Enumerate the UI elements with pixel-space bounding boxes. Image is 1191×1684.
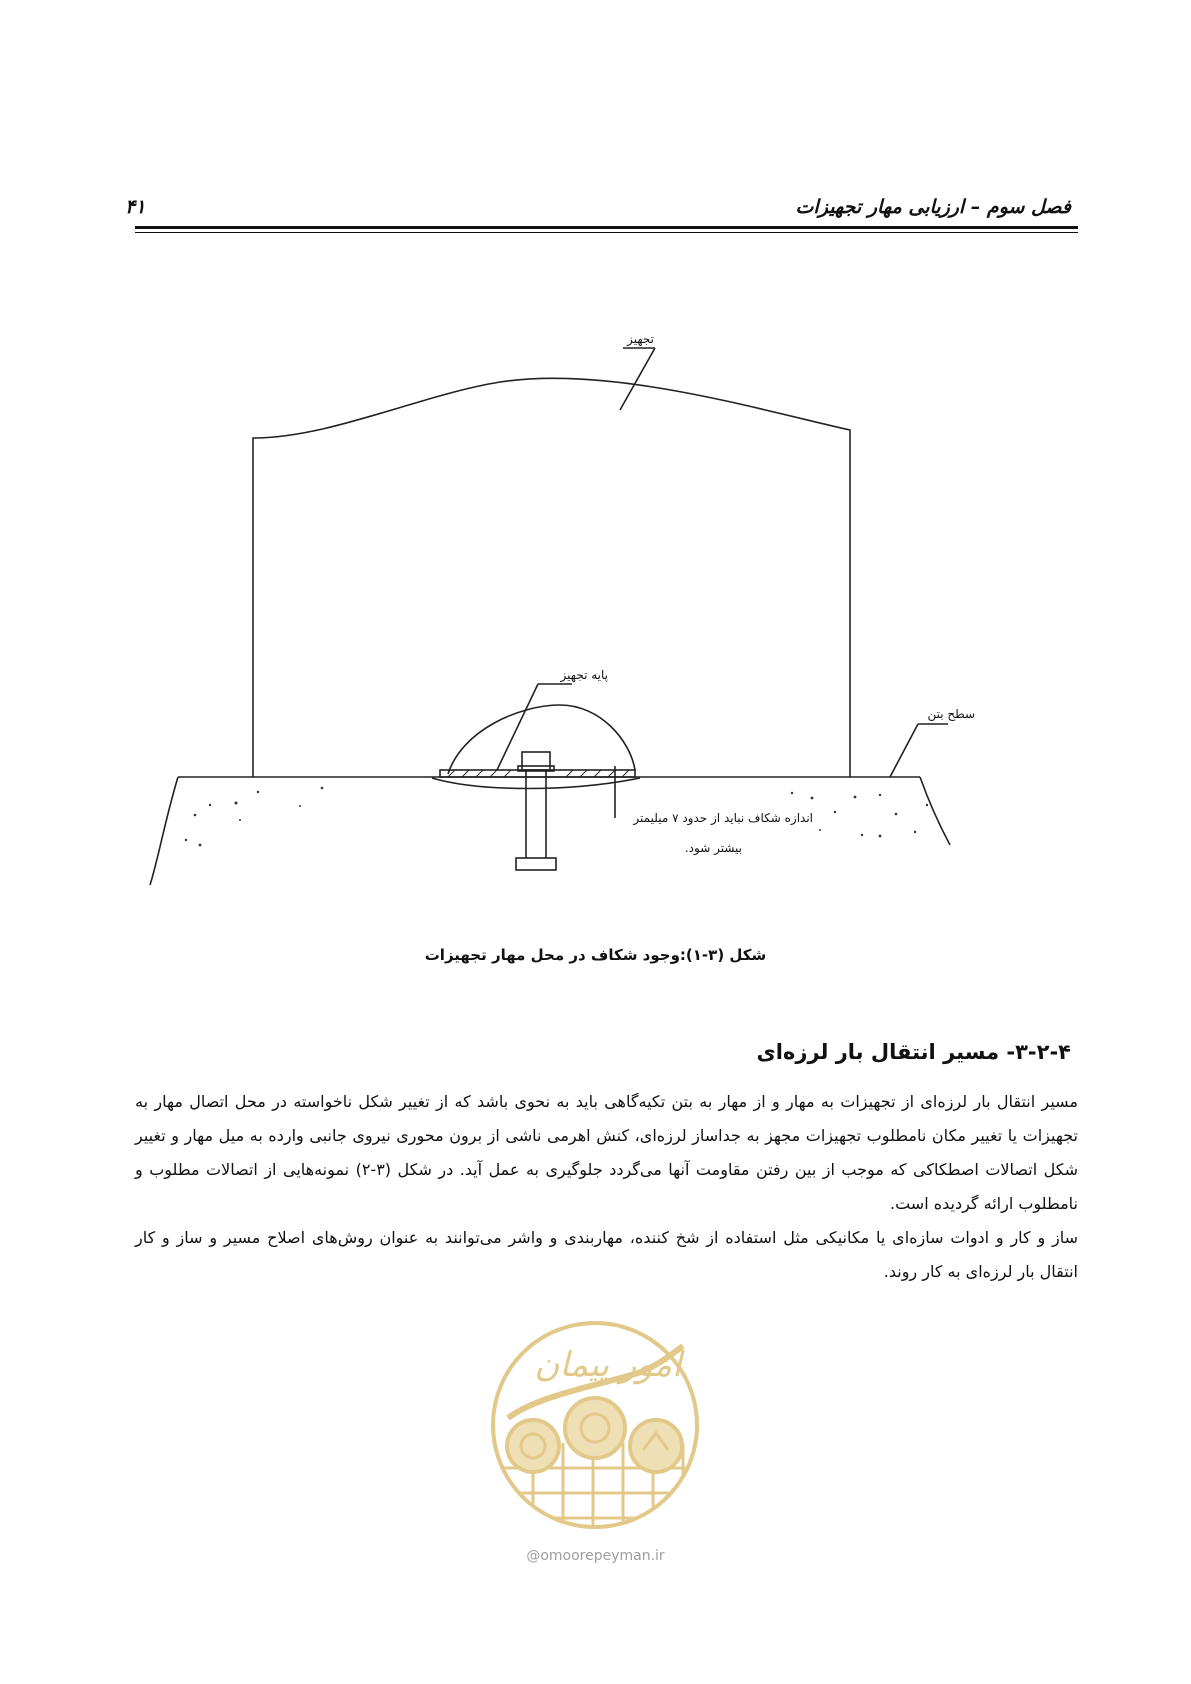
gap-shape (432, 778, 640, 789)
label-concrete-surface: سطح بتن (927, 707, 975, 721)
leader-base (497, 684, 572, 770)
label-equipment: تجهیز (627, 332, 654, 346)
label-gap-note-line2: بیشتر شود. (684, 841, 742, 855)
label-gap-note-line1: اندازه شکاف نباید از حدود ۷ میلیمتر (633, 811, 813, 825)
section-heading: ۳-۲-۴- مسیر انتقال بار لرزه‌ای (756, 1040, 1071, 1064)
gear-left-icon (507, 1420, 559, 1472)
leader-equipment (620, 348, 655, 410)
section-body (135, 1085, 1078, 1289)
equipment-anchor-figure (0, 300, 1191, 900)
chapter-title: فصل سوم – ارزیابی مهار تجهیزات (795, 196, 1071, 218)
website-watermark: @omoorepeyman.ir (526, 1548, 665, 1564)
equipment-outline (253, 378, 850, 777)
figure-caption: شکل (۳-۱):وجود شکاف در محل مهار تجهیزات (424, 946, 767, 964)
gear-right-icon (630, 1420, 682, 1472)
page-number: ۴۱ (125, 196, 146, 218)
header-rule-thick (135, 226, 1078, 229)
concrete-speckles (185, 787, 928, 847)
equipment-base-dome (448, 705, 635, 774)
paragraph-1: مسیر انتقال بار لرزه‌ای از تجهیزات به مهار و از مهار به بتن تکیه‌گاهی باید به نحوی باشد که از تغییر شکل ناخواسته در محل اتصال مهار به تجهیزات یا تغییر مکان نامطلوب تجهیزات مجهز به جداساز لرزه‌ای، کنش اهرمی ناشی از برون محوری نیروی جانبی وارده به میل مهار و تغییر شکل اتصالات اصطکاکی که موجب از بین رفتن مقاومت آنها می‌گردد جلوگیری به عمل آید. در شکل (۳-۲) نمونه‌هایی از اتصالات مطلوب و نامطلوب ارائه گردیده است. (135, 1092, 1079, 1213)
gear-center-icon (565, 1398, 625, 1458)
bolt-head (516, 858, 556, 870)
header-rule-thin (135, 232, 1078, 233)
concrete-right-edge (920, 777, 950, 845)
label-equipment-base: پایه تجهیز (560, 668, 608, 682)
paragraph-2: ساز و کار و ادوات سازه‌ای یا مکانیکی مثل استفاده از شخ کننده، مهاربندی و واشر می‌توانند به عنوان روش‌های اصلاح مسیر و ساز و کار انتقال بار لرزه‌ای به کار روند. (135, 1228, 1078, 1281)
anchor-washer (518, 766, 554, 771)
logo-text: امور پیمان (534, 1345, 682, 1385)
anchor-bolt (526, 770, 546, 858)
omoore-peyman-logo (488, 1318, 703, 1533)
concrete-left-edge (150, 777, 178, 885)
leader-concrete (890, 724, 948, 777)
anchor-nut (522, 752, 550, 770)
